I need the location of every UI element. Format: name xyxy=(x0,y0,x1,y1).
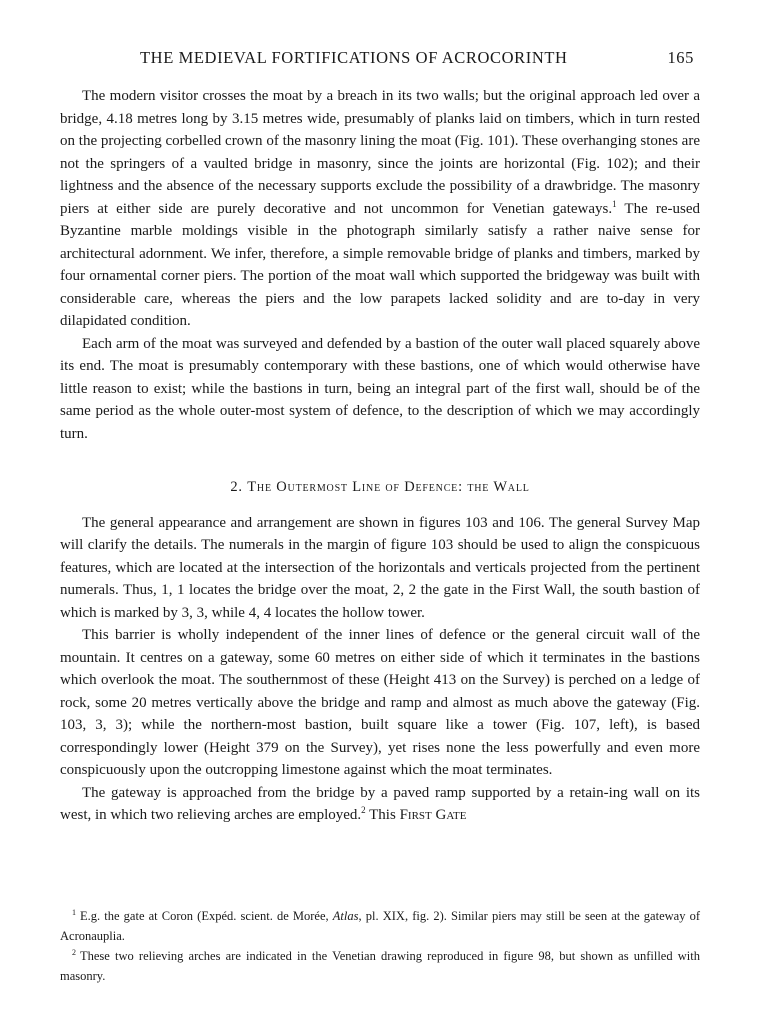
footnotes xyxy=(60,906,700,986)
footnote-2: $^2$ These two relieving arches are indicated in the Venetian drawing reproduced in figure 98, but shown as unfilled with masonry. xyxy=(60,947,700,983)
section-number: 2. xyxy=(230,479,243,495)
paragraph-barrier: This barrier is wholly independent of the inner lines of defence or the general circuit wall of the mountain. It centres on a gateway, some 60 metres on either side of which it terminates in the bastions which overlook the moat. The southernmost of these (Height 413 on the Survey) is perched on a ledge of rock, some 20 metres vertically above the bridge and ramp and almost as much above the gateway (Fig. 103, 3, 3); while the northern-most bastion, built square like a tower (Fig. 107, left), is based correspondingly lower (Height 379 on the Survey), yet rises none the less powerfully and even more conspicuously upon the outcropping limestone against which the moat terminates. xyxy=(60,627,700,778)
main-text xyxy=(60,85,700,827)
running-header xyxy=(60,48,700,68)
section-title: The Outermost Line of Defence: the Wall xyxy=(247,479,530,495)
footnote-ref-2[interactable]: 2 xyxy=(361,805,366,815)
footnote-1: $^1$ E.g. the gate at Coron (Expéd. scient. de Morée, Atlas, pl. XIX, fig. 2). Similar piers may still be seen at the gateway of Acronauplia. xyxy=(60,907,700,943)
running-title: THE MEDIEVAL FORTIFICATIONS OF ACROCORINTH xyxy=(140,48,568,67)
page-number: 165 xyxy=(667,48,694,67)
first-gate-term: First Gate xyxy=(399,807,467,823)
section-heading xyxy=(60,476,700,499)
paragraph-bridge: The modern visitor crosses the moat by a breach in its two walls; but the original approach led over a bridge, 4.18 metres long by 3.15 metres wide, presumably of planks laid on timbers, which in turn rested on the projecting corbelled crown of the masonry lining the moat (Fig. 101). These overhanging stones are not the springers of a vaulted bridge in masonry, since the joints are horizontal (Fig. 102); and their lightness and the absence of the necessary supports exclude the possibility of a drawbridge. The masonry piers at either side are purely decorative and not uncommon for Venetian gateways.$^1$ The re-used Byzantine marble moldings visible in the photograph similarly satisfy a rather naive sense for architectural adornment. We infer, therefore, a simple removable bridge of planks and timbers, marked by four ornamental corner piers. The portion of the moat wall which supported the bridgeway was built with considerable care, whereas the piers and the low parapets lacked solidity and are to-day in very dilapidated condition. xyxy=(60,88,700,329)
footnote-ref-1[interactable]: 1 xyxy=(612,198,617,209)
paragraph-arrangement: The general appearance and arrangement are shown in figures 103 and 106. The general Survey Map will clarify the details. The numerals in the margin of figure 103 should be used to align the conspicuous features, which are located at the intersection of the horizontals and verticals projected from the pertinent numerals. Thus, 1, 1 locates the bridge over the moat, 2, 2 the gate in the First Wall, the south bastion of which is marked by 3, 3, while 4, 4 locates the hollow tower. xyxy=(60,514,700,621)
paragraph-gateway: The gateway is approached from the bridge by a paved ramp supported by a retain-ing wall on its west, in which two relieving arches are employed.$^2$ This First Gate xyxy=(60,784,700,823)
paragraph-bastions: Each arm of the moat was surveyed and defended by a bastion of the outer wall placed squarely above its end. The moat is presumably contemporary with these bastions, one of which would otherwise have little reason to exist; while the bastions in turn, being an integral part of the first wall, should be of the same period as the whole outer-most system of defence, to the description of which we may accordingly turn. xyxy=(60,335,700,442)
